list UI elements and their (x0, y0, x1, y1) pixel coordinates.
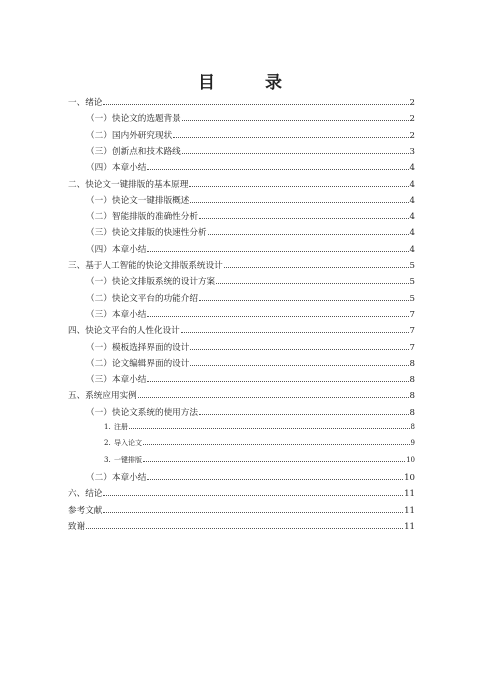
toc-entry[interactable] (86, 243, 415, 255)
toc-entry-label: 二、快论文一键排版的基本原理 (68, 179, 189, 190)
toc-entry[interactable] (86, 471, 415, 483)
toc-entry[interactable] (104, 438, 415, 448)
toc-entry[interactable] (68, 487, 415, 499)
toc-entry[interactable] (86, 210, 415, 222)
toc-entry-label: 五、系统应用实例 (68, 391, 137, 402)
toc-entry-number: （二） (86, 358, 112, 369)
toc-entry-number: （二） (86, 293, 112, 304)
toc-entry[interactable] (68, 259, 415, 271)
toc-dot-leader (103, 104, 408, 105)
toc-page-number: 4 (409, 212, 415, 223)
toc-page-number: 2 (409, 130, 415, 141)
toc-entry-label: 一、绪论 (68, 98, 103, 108)
toc-entry-label: 快论文的选题背景 (112, 114, 181, 125)
toc-entry-number: 2. (104, 439, 111, 448)
toc-dot-leader (103, 512, 403, 513)
toc-page-number: 8 (409, 375, 415, 386)
toc-page-number: 10 (406, 455, 415, 464)
toc-page-number: 11 (404, 489, 415, 500)
toc-page-number: 10 (404, 472, 415, 483)
toc-dot-leader (173, 137, 408, 138)
toc-entry-number: （三） (86, 146, 112, 157)
toc-entry[interactable] (68, 178, 415, 190)
toc-title: 目 录 (198, 73, 304, 93)
toc-dot-leader (138, 397, 409, 398)
toc-entry[interactable] (86, 226, 415, 238)
toc-page-number: 5 (409, 261, 415, 271)
toc-entry[interactable] (86, 129, 415, 141)
toc-entry-number: （一） (86, 407, 112, 418)
toc-page-number: 7 (409, 342, 415, 353)
toc-entry[interactable] (104, 455, 415, 465)
toc-page-number: 8 (409, 407, 415, 418)
toc-page-number: 8 (410, 423, 415, 431)
toc-dot-leader (190, 349, 408, 350)
toc-page-number: 3 (409, 146, 415, 157)
toc-entry-number: （二） (86, 130, 112, 141)
toc-entry-label: 快论文排版的快速性分析 (112, 228, 207, 239)
toc-page-number: 8 (409, 358, 415, 369)
toc-entry[interactable] (86, 357, 415, 369)
toc-entry-number: （四） (86, 244, 112, 255)
toc-entry-label: 本章小结 (112, 472, 147, 483)
toc-entry-number: （三） (86, 228, 112, 239)
toc-entry-label: 本章小结 (112, 309, 147, 320)
toc-page-number: 4 (409, 163, 415, 174)
toc-dot-leader (147, 169, 408, 170)
toc-entry[interactable] (68, 504, 415, 516)
toc-dot-leader (86, 528, 403, 529)
toc-entry-label: 国内外研究现状 (112, 130, 173, 141)
toc-entry-number: （二） (86, 212, 112, 223)
toc-entry[interactable] (86, 145, 415, 157)
toc-entry-number: （一） (86, 195, 112, 206)
toc-page-number: 8 (409, 391, 415, 402)
toc-dot-leader (147, 381, 408, 382)
toc-entry[interactable] (68, 520, 415, 532)
toc-entry-label: 本章小结 (112, 244, 147, 255)
toc-entry-label: 快论文一键排版概述 (112, 195, 190, 206)
toc-dot-leader (147, 479, 403, 480)
toc-entry[interactable] (104, 422, 415, 432)
toc-entry-label: 参考文献 (68, 505, 103, 516)
toc-dot-leader (190, 202, 408, 203)
toc-entry-label: 本章小结 (112, 375, 147, 386)
toc-entry[interactable] (86, 112, 415, 124)
toc-dot-leader (208, 234, 409, 235)
toc-dot-leader (199, 414, 409, 415)
toc-dot-leader (190, 365, 408, 366)
toc-page-number: 11 (404, 521, 415, 532)
toc-entry-label: 快论文平台的功能介绍 (112, 293, 198, 304)
toc-page-number: 5 (409, 293, 415, 304)
toc-dot-leader (103, 495, 403, 496)
toc-page-number: 4 (409, 195, 415, 206)
toc-dot-leader (199, 300, 409, 301)
toc-entry-number: 3. (104, 455, 111, 464)
toc-page-number: 4 (409, 244, 415, 255)
toc-entry-number: （三） (86, 309, 112, 320)
toc-entry-label: 本章小结 (112, 163, 147, 174)
toc-entry-number: （二） (86, 472, 112, 483)
toc-entry-number: （四） (86, 163, 112, 174)
toc-page-number: 2 (409, 98, 415, 108)
toc-entry[interactable] (86, 161, 415, 173)
toc-entry[interactable] (86, 373, 415, 385)
toc-dot-leader (129, 428, 410, 429)
toc-page-number: 4 (409, 228, 415, 239)
toc-page-number: 7 (409, 309, 415, 320)
toc-entry[interactable] (68, 389, 415, 401)
toc-entry[interactable] (86, 275, 415, 287)
toc-dot-leader (181, 332, 409, 333)
toc-page-number: 7 (409, 326, 415, 337)
toc-entry-label: 六、结论 (68, 489, 103, 500)
toc-entry-number: （一） (86, 277, 112, 288)
toc-entry-label: 三、基于人工智能的快论文排版系统设计 (68, 261, 223, 271)
toc-entry[interactable] (86, 292, 415, 304)
toc-entry-number: 1. (104, 423, 111, 431)
toc-page-number: 5 (409, 277, 415, 288)
toc-entry[interactable] (86, 406, 415, 418)
toc-entry[interactable] (68, 96, 415, 108)
toc-entry-number: （一） (86, 342, 112, 353)
toc-dot-leader (199, 218, 409, 219)
toc-dot-leader (143, 461, 405, 462)
toc-dot-leader (147, 316, 408, 317)
toc-dot-leader (147, 251, 408, 252)
toc-page-number: 11 (404, 505, 415, 516)
toc-dot-leader (216, 283, 408, 284)
toc-entry[interactable] (86, 194, 415, 206)
toc-dot-leader (189, 186, 408, 187)
toc-dot-leader (143, 444, 410, 445)
toc-entry-label: 注册 (114, 423, 128, 431)
toc-entry-label: 智能排版的准确性分析 (112, 212, 198, 223)
toc-dot-leader (182, 153, 409, 154)
toc-page-number: 4 (409, 179, 415, 190)
toc-entry-number: （三） (86, 375, 112, 386)
toc-entry-label: 论文编辑界面的设计 (112, 358, 190, 369)
toc-dot-leader (182, 120, 409, 121)
toc-page-number: 9 (410, 439, 415, 448)
toc-entry[interactable] (68, 324, 415, 336)
toc-entry-label: 导入论文 (114, 439, 142, 448)
toc-entry-label: 快论文排版系统的设计方案 (112, 277, 216, 288)
toc-entry[interactable] (86, 308, 415, 320)
toc-entry-label: 模板选择界面的设计 (112, 342, 190, 353)
toc-entry[interactable] (86, 341, 415, 353)
toc-dot-leader (224, 267, 409, 268)
toc-entry-label: 快论文系统的使用方法 (112, 407, 198, 418)
toc-entry-label: 致谢 (68, 521, 86, 532)
toc-entry-label: 创新点和技术路线 (112, 146, 181, 157)
toc-entry-number: （一） (86, 114, 112, 125)
toc-entry-label: 四、快论文平台的人性化设计 (68, 326, 180, 337)
toc-entry-label: 一键排版 (114, 455, 142, 464)
toc-page-number: 2 (409, 114, 415, 125)
